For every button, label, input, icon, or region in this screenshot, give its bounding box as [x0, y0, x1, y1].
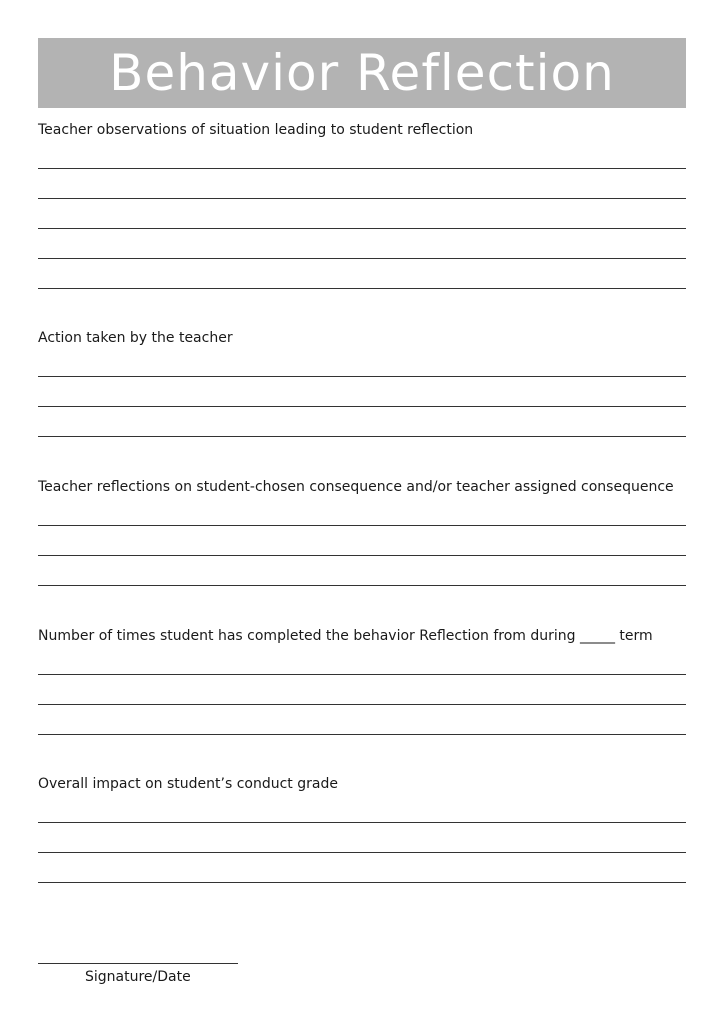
signature-label: Signature/Date	[85, 969, 191, 985]
section-5-prompt: Overall impact on student’s conduct grade	[38, 776, 338, 792]
section-4-write-line-2[interactable]	[38, 704, 686, 705]
section-1-write-line-4[interactable]	[38, 258, 686, 259]
section-4-write-line-1[interactable]	[38, 674, 686, 675]
section-4-write-line-3[interactable]	[38, 734, 686, 735]
signature-line[interactable]	[38, 963, 238, 964]
section-5-write-line-3[interactable]	[38, 882, 686, 883]
section-2-write-line-1[interactable]	[38, 376, 686, 377]
section-3-prompt: Teacher reflections on student-chosen consequence and/or teacher assigned consequence	[38, 479, 674, 495]
section-3-write-line-1[interactable]	[38, 525, 686, 526]
section-1-write-line-2[interactable]	[38, 198, 686, 199]
section-5-write-line-2[interactable]	[38, 852, 686, 853]
section-4-prompt: Number of times student has completed the behavior Reflection from during _____ term	[38, 628, 653, 644]
title-banner	[38, 38, 686, 108]
page-title: Behavior Reflection	[109, 44, 615, 102]
section-3-write-line-3[interactable]	[38, 585, 686, 586]
section-1-prompt: Teacher observations of situation leading to student reflection	[38, 122, 474, 138]
section-3-write-line-2[interactable]	[38, 555, 686, 556]
section-2-prompt: Action taken by the teacher	[38, 330, 233, 346]
section-1-write-line-5[interactable]	[38, 288, 686, 289]
section-1-write-line-1[interactable]	[38, 168, 686, 169]
section-2-write-line-3[interactable]	[38, 436, 686, 437]
section-1-write-line-3[interactable]	[38, 228, 686, 229]
section-2-write-line-2[interactable]	[38, 406, 686, 407]
section-5-write-line-1[interactable]	[38, 822, 686, 823]
